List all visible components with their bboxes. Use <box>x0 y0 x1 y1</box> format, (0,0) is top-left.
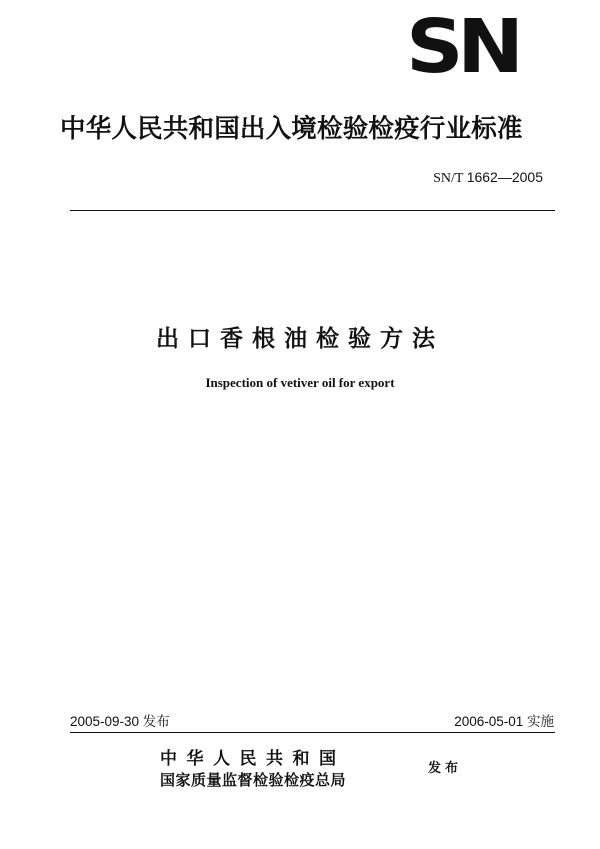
publisher-agency: 国家质量监督检验检疫总局 <box>160 771 347 789</box>
publisher-block <box>160 748 420 790</box>
issue-label: 发布 <box>428 761 463 776</box>
industry-standard-title: 中华人民共和国出入境检验检疫行业标准 <box>60 114 523 144</box>
document-title-english: Inspection of vetiver oil for export <box>205 375 395 390</box>
document-title-chinese: 出口香根油检验方法 <box>156 326 444 352</box>
sn-logo: SN <box>406 4 518 90</box>
publisher-country: 中华人民共和国 <box>160 749 346 769</box>
issue-date: 2005-09-30 发布 <box>70 714 170 729</box>
standard-number <box>433 168 543 188</box>
top-divider <box>70 210 555 211</box>
standard-prefix: SN/T <box>433 171 464 186</box>
effective-date: 2006-05-01 实施 <box>454 714 554 729</box>
bottom-divider <box>70 732 555 733</box>
standard-code: 1662—2005 <box>466 169 543 185</box>
